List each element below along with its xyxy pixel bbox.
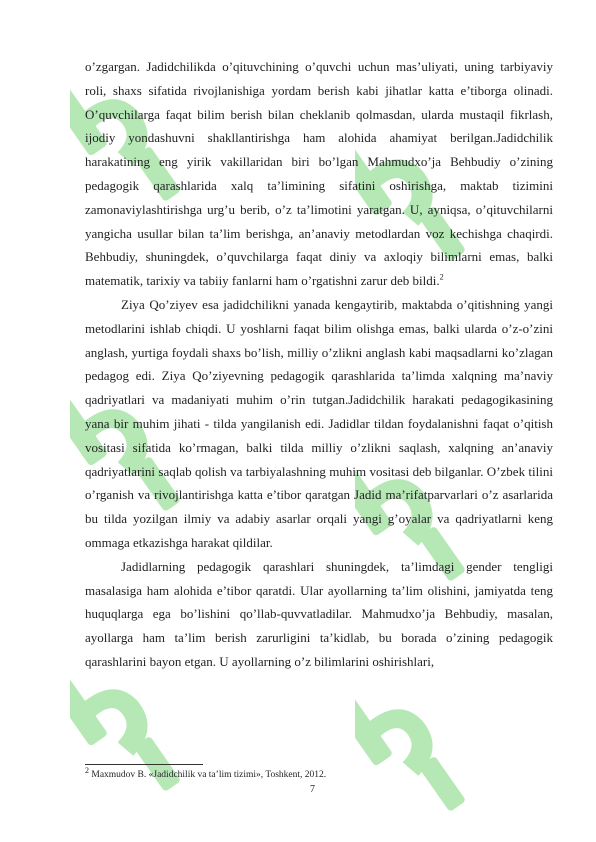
paragraph-2: Ziya Qo’ziyev esa jadidchilikni yanada kengaytirib, maktabda o’qitishning yangi metodlarini ishlab chiqdi. U yoshlarni faqat bilim olishga emas, balki ularda o’z-o’zini anglash, yurtiga foydali shaxs bo’lish, milliy o’zlikni anglash kabi maqsadlarni ko’zlagan pedagog edi. Ziya Qo’ziyevning pedagogik qarashlarida ta’limda xalqning ma’naviy qadriyatlari va madaniyati muhim o’rin tutgan.Jadidchilik harakati pedagogikasining yana bir muhim jihati - tilda yangilanish edi. Jadidlar tildan foydalanishni faqat o’qitish vositasi sifatida ko’rmagan, balki tilda milliy o’zlikni saqlash, xalqning an’anaviy qadriyatlarini saqlab qolish va tarbiyalashning muhim vositasi deb bilganlar. O’zbek tilini o’rganish va rivojlantirishga katta e’tibor qaratgan Jadid ma’rifatparvarlari o’z asarlarida bu tilda yozilgan ilmiy va adabiy asarlar orqali yangi g’oyalar va qadriyatlarni keng ommaga etkazishga harakat qildilar. xyxy=(85,296,553,550)
footnote-reference[interactable]: 2 xyxy=(439,272,444,282)
footnote-separator xyxy=(85,764,203,765)
body-text xyxy=(85,55,553,674)
paragraph-3: Jadidlarning pedagogik qarashlari shuningdek, ta’limdagi gender tengligi masalasiga ham alohida e’tibor qaratdi. Ular ayollarning ta’lim olishini, jamiyatda teng huquqlarga ega bo’lishini qo’llab-quvvatladilar. Mahmudxo’ja Behbudiy, masalan, ayollarga ham ta’lim berish zarurligini ta’kidlab, bu borada o’zining pedagogik qarashlarini bayon etgan. U ayollarning o’z bilimlarini oshirishlari, xyxy=(85,558,553,669)
watermark-logo-icon xyxy=(355,660,475,830)
paragraph-1 xyxy=(85,55,553,293)
paragraph-1-text: o’zgargan. Jadidchilikda o’qituvchining o’quvchi uchun mas’uliyati, uning tarbiyaviy roli, shaxs sifatida rivojlanishiga yordam berish kabi jihatlar katta e’tiborga olinadi. O’quvchilarga faqat bilim berish bilan cheklanib qolmasdan, ularda mustaqil fikrlash, ijodiy yondashuvni shakllantirishga ham alohida ahamiyat berilgan.Jadidchilik harakatining eng yirik vakillaridan biri bo’lgan Mahmudxo’ja Behbudiy o’zining pedagogik qarashlarida xalq ta’limining sifatini oshirishga, maktab tizimini zamonaviylashtirishga urg’u berib, o’z ta’limotini yaratgan. U, ayniqsa, o’qituvchilarni yangicha usullar bilan ta’lim berishga, an’anaviy metodlardan voz kechishga chaqirdi. Behbudiy, shuningdek, o’quvchilarga faqat diniy va axloqiy bilimlarni emas, balki matematik, tarixiy va tabiiy fanlarni ham o’rgatishni zarur deb bildi. xyxy=(85,59,553,289)
footnote-marker: 2 xyxy=(85,765,89,775)
footnote-text: Maxmudov B. «Jadidchilik va ta’lim tizimi», Toshkent, 2012. xyxy=(91,770,327,780)
footnote xyxy=(85,765,553,781)
page-number: 7 xyxy=(310,784,315,795)
